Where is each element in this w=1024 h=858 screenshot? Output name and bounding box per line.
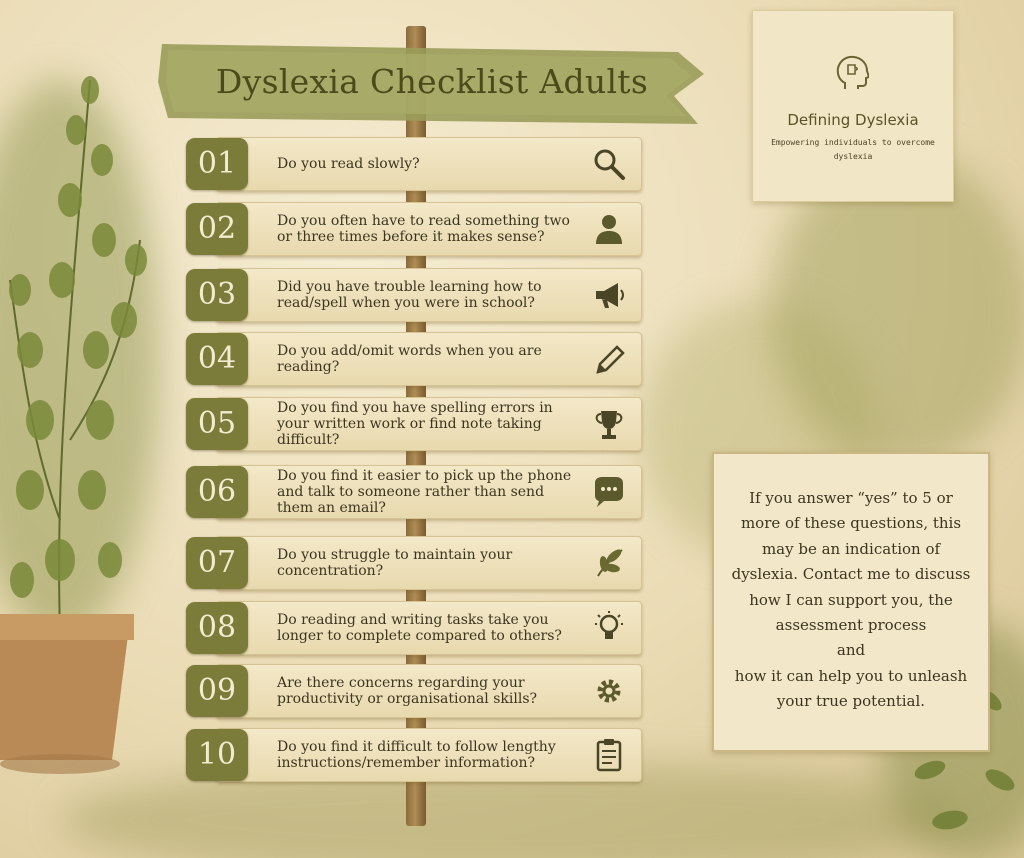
leaf-icon: [590, 544, 628, 582]
potted-plant-illustration: [0, 20, 170, 780]
person-icon: [590, 210, 628, 248]
pencil-icon: [590, 340, 628, 378]
clipboard-icon: [590, 736, 628, 774]
title-banner: [158, 38, 706, 130]
checklist-item: [186, 202, 642, 256]
checklist-item: [186, 465, 642, 519]
item-number: 04: [186, 333, 248, 385]
logo-card: [752, 10, 954, 202]
trophy-icon: [590, 405, 628, 443]
question-text: Do you find it easier to pick up the phone and talk to someone rather than send them an email?: [277, 468, 572, 516]
magnifier-icon: [590, 145, 628, 183]
question-text: Do you add/omit words when you are reading?: [277, 343, 542, 375]
logo-subtitle: Empowering individuals to overcome dyslexia: [771, 138, 935, 161]
checklist-item: [186, 728, 642, 782]
logo-title: Defining Dyslexia: [787, 111, 919, 129]
question-text: Do you struggle to maintain your concentration?: [277, 547, 513, 579]
item-number: 03: [186, 269, 248, 321]
lightbulb-icon: [590, 609, 628, 647]
item-number: 08: [186, 602, 248, 654]
chat-bubble-icon: [590, 473, 628, 511]
question-text: Do reading and writing tasks take you longer to complete compared to others?: [277, 612, 562, 644]
item-number: 10: [186, 729, 248, 781]
question-text: Did you have trouble learning how to read/spell when you were in school?: [277, 279, 542, 311]
item-number: 02: [186, 203, 248, 255]
checklist-item: [186, 601, 642, 655]
gear-icon: [590, 672, 628, 710]
question-text: Do you often have to read something two or three times before it makes sense?: [277, 213, 570, 245]
megaphone-icon: [590, 276, 628, 314]
item-number: 01: [186, 138, 248, 190]
question-text: Do you find you have spelling errors in your written work or find note taking difficult?: [277, 400, 553, 448]
question-text: Are there concerns regarding your productivity or organisational skills?: [277, 675, 538, 707]
item-number: 06: [186, 466, 248, 518]
page-title: Dyslexia Checklist Adults: [215, 62, 649, 101]
head-puzzle-icon: [835, 55, 869, 93]
question-text: Do you read slowly?: [277, 156, 420, 172]
info-card: [712, 452, 990, 752]
item-number: 09: [186, 665, 248, 717]
info-text: If you answer “yes” to 5 or more of these questions, this may be an indication of dyslexia. Contact me to discuss how I can support you, the assessment process and how it can help you to unleash your true potential.: [731, 489, 971, 711]
question-text: Do you find it difficult to follow lengthy instructions/remember information?: [277, 739, 556, 771]
item-number: 05: [186, 398, 248, 450]
checklist-item: [186, 268, 642, 322]
checklist-item: [186, 137, 642, 191]
checklist-item: [186, 536, 642, 590]
checklist-item: [186, 397, 642, 451]
checklist-item: [186, 332, 642, 386]
item-number: 07: [186, 537, 248, 589]
checklist-item: [186, 664, 642, 718]
